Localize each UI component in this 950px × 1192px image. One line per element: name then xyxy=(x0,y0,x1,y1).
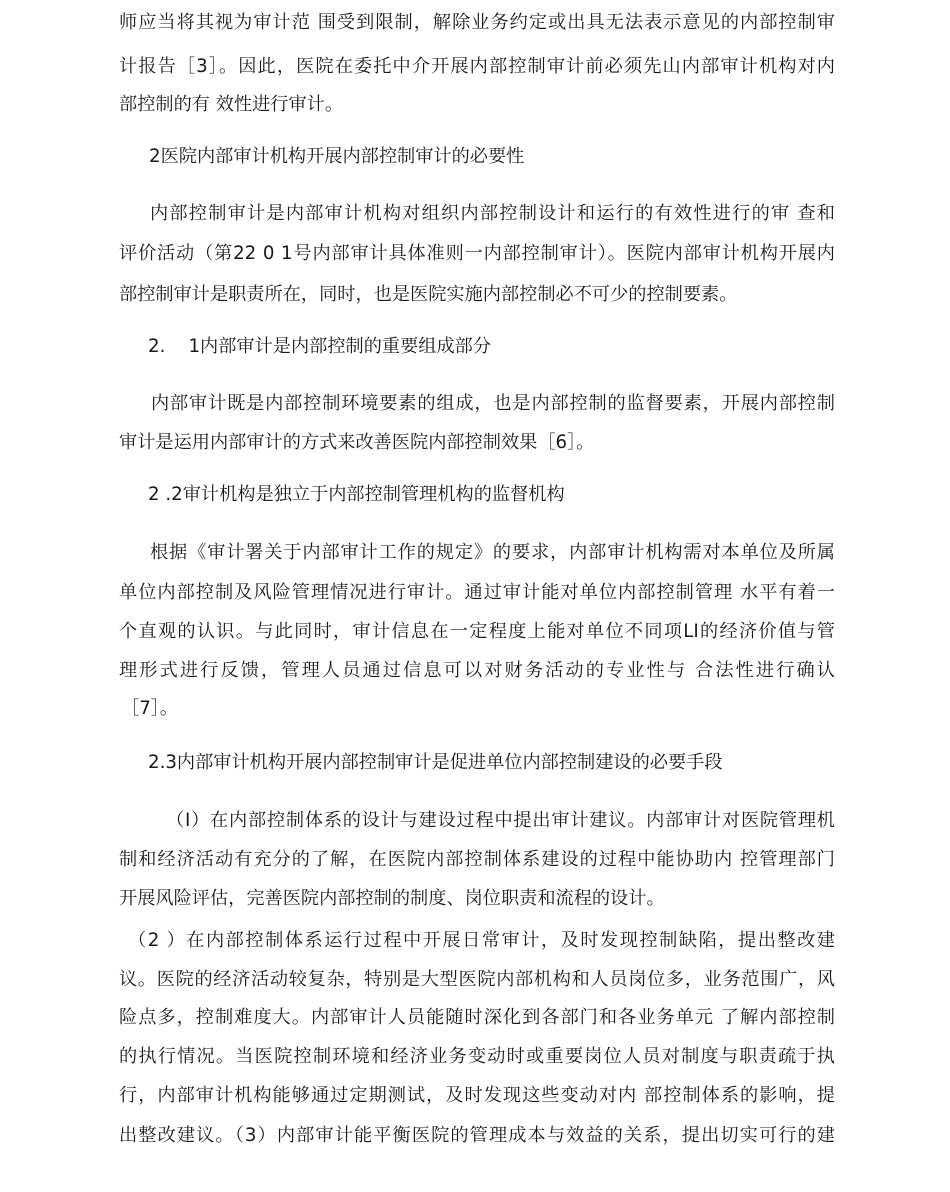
text-line: 审计是运用内部审计的方式来改善医院内部控制效果［6］。 xyxy=(119,432,595,453)
text-line: ［7］。 xyxy=(121,698,179,719)
text-line: 单位内部控制及风险管理情况进行审计。通过审计能对单位内部控制管理 水平有着一 xyxy=(119,582,835,603)
text-line: 根据《审计署关于内部审计工作的规定》的要求，内部审计机构需对本单位及所属 xyxy=(150,542,835,563)
text-line: 个直观的认识。与此同时，审计信息在一定程度上能对单位不同项LI的经济价值与管 xyxy=(119,621,835,642)
text-line: 险点多，控制难度大。内部审计人员能随时深化到各部门和各业务单元 了解内部控制 xyxy=(119,1007,835,1028)
subsection-heading: 2.3内部审计机构开展内部控制审计是促进单位内部控制建设的必要手段 xyxy=(148,752,723,773)
text-line: 师应当将其视为审计范 围受到限制，解除业务约定或出具无法表示意见的内部控制审 xyxy=(119,12,835,33)
text-line: （2 ）在内部控制体系运行过程中开展日常审计，及时发现控制缺陷，提出整改建 xyxy=(128,930,835,951)
text-line: 内部控制审计是内部审计机构对组织内部控制设计和运行的有效性进行的审 查和 xyxy=(150,203,835,224)
text-line: （I）在内部控制体系的设计与建设过程中提出审计建议。内部审计对医院管理机 xyxy=(166,810,835,831)
text-line: 部控制的有 效性进行审计。 xyxy=(119,94,344,115)
subsection-heading: 2. 1内部审计是内部控制的重要组成部分 xyxy=(148,336,492,357)
text-line: 议。医院的经济活动较复杂，特别是大型医院内部机构和人员岗位多，业务范围广，风 xyxy=(119,969,835,990)
text-line: 计报告［3］。因此，医院在委托中介开展内部控制审计前必须先山内部审计机构对内 xyxy=(119,56,835,77)
section-heading: 2医院内部审计机构开展内部控制审计的必要性 xyxy=(149,146,525,167)
subsection-heading: 2 .2审计机构是独立于内部控制管理机构的监督机构 xyxy=(148,484,565,505)
text-line: 理形式进行反馈，管理人员通过信息可以对财务活动的专业性与 合法性进行确认 xyxy=(119,660,835,681)
text-line: 开展风险评估，完善医院内部控制的制度、岗位职责和流程的设计。 xyxy=(119,888,665,909)
text-line: 出整改建议。（3）内部审计能平衡医院的管理成本与效益的关系，提出切实可行的建 xyxy=(119,1125,835,1146)
text-line: 制和经济活动有充分的了解，在医院内部控制体系建设的过程中能协助内 控管理部门 xyxy=(119,849,835,870)
text-line: 的执行情况。当医院控制环境和经济业务变动时或重要岗位人员对制度与职责疏于执 xyxy=(119,1046,835,1067)
text-line: 内部审计既是内部控制环境要素的组成，也是内部控制的监督要素，开展内部控制 xyxy=(151,393,835,414)
text-line: 评价活动（第22 0 1号内部审计具体准则一内部控制审计）。医院内部审计机构开展内 xyxy=(119,243,835,264)
text-line: 行，内部审计机构能够通过定期测试，及时发现这些变动对内 部控制体系的影响，提 xyxy=(119,1085,835,1106)
text-line: 部控制审计是职责所在，同时，也是医院实施内部控制必不可少的控制要素。 xyxy=(119,284,738,305)
